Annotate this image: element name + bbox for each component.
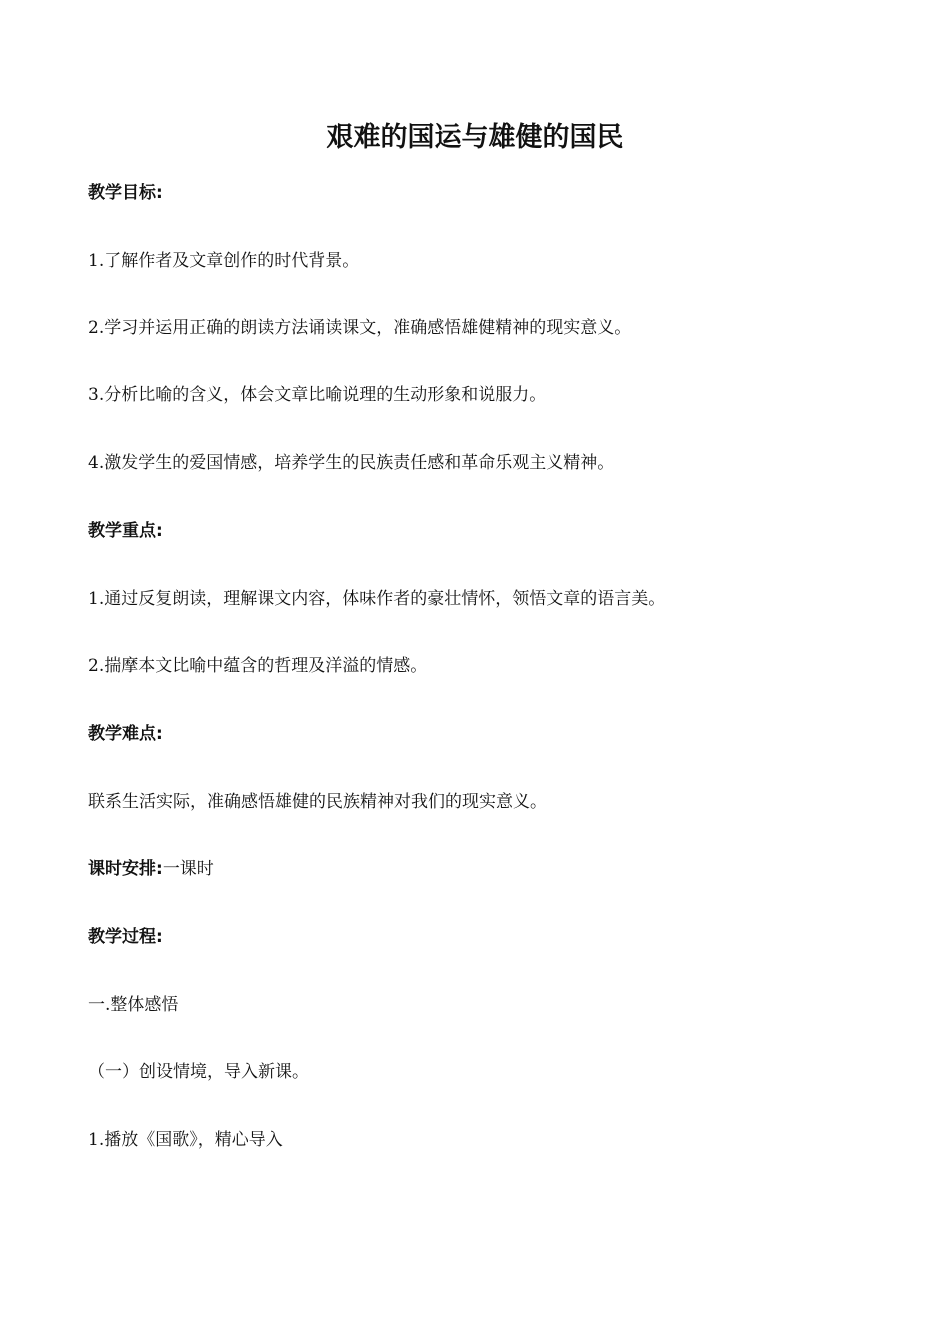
difficulty-item-1: 联系生活实际，准确感悟雄健的民族精神对我们的现实意义。 [88,792,547,812]
objective-item-1: 1.了解作者及文章创作的时代背景。 [88,251,360,271]
process-item-3: 1.播放《国歌》，精心导入 [88,1130,283,1150]
key-points-heading: 教学重点: [88,521,163,541]
objective-item-4: 4.激发学生的爱国情感，培养学生的民族责任感和革命乐观主义精神。 [88,453,615,473]
process-heading: 教学过程: [88,927,163,947]
difficulties-heading: 教学难点: [88,724,163,744]
key-point-item-2: 2.揣摩本文比喻中蕴含的哲理及洋溢的情感。 [88,656,428,676]
schedule-value: 一课时 [162,859,214,879]
document-title: 艰难的国运与雄健的国民 [326,122,624,153]
key-point-item-1: 1.通过反复朗读，理解课文内容，体味作者的豪壮情怀，领悟文章的语言美。 [88,589,666,609]
process-item-2: （一）创设情境，导入新课。 [88,1062,309,1082]
objective-item-3: 3.分析比喻的含义，体会文章比喻说理的生动形象和说服力。 [88,385,547,405]
schedule-line [88,856,868,882]
objective-item-2: 2.学习并运用正确的朗读方法诵读课文，准确感悟雄健精神的现实意义。 [88,318,632,338]
process-item-1: 一.整体感悟 [88,995,179,1015]
objectives-heading: 教学目标: [88,183,163,203]
schedule-label: 课时安排: [88,859,163,879]
